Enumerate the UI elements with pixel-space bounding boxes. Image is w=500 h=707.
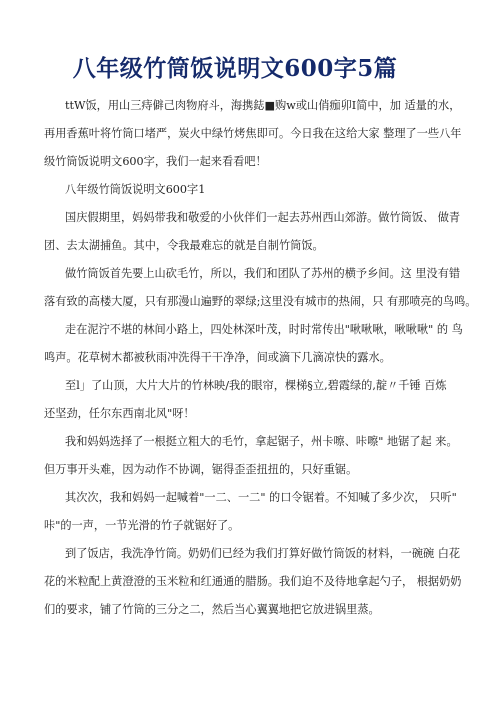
text-line: 做竹筒饭首先要上山砍毛竹，所以，我们和团队了苏州的横予乡间。这 里没有错 <box>65 267 461 280</box>
section-heading: 八年级竹筒饭说明文600字1 <box>65 183 206 196</box>
text-line: 至l」了山顶，大片大片的竹林映/我的眼帘，棵梯§立,碧霞绿的,靛〃千锤 百炼 <box>65 379 447 392</box>
text-line: 花的米粒配上黄澄澄的玉米粒和红通通的腊肠。我们迫不及待地拿起勺子， 根据奶奶 <box>44 575 462 588</box>
text-line: 还坚劲，任尔东西南北风"呀！ <box>44 407 195 420</box>
text-line: 落有致的高楼大厦，只有那漫山遍野的翠绿;这里没有城市的热闹，只 有那喷亮的鸟鸣。 <box>44 295 477 308</box>
document-title: 八年级竹筒饭说明文600字5篇 <box>72 55 398 82</box>
text-line: 我和妈妈选择了一根挺立粗大的毛竹，拿起锯子，州卡嚓、咔嚓" 地锯了起 来。 <box>65 435 458 448</box>
text-line: 鸣声。花草树木都被秋雨冲洗得干干净净，间或滴下几滴凉快的露水。 <box>44 351 391 364</box>
text-line: 团、去太湖捕鱼。其中，令我最难忘的就是自制竹筒饭。 <box>44 239 324 252</box>
text-line: 但万事开头难，因为动作不协调，锯得歪歪扭扭的，只好重锯。 <box>44 463 358 476</box>
text-line: 再用香蕉叶将竹筒口堵严，炭火中绿竹烤焦即可。今日我在这给大家 整理了一些八年 <box>44 127 462 140</box>
text-line: 咔"的一声，一节光滑的竹子就锯好了。 <box>44 519 240 532</box>
text-line: 国庆假期里，妈妈带我和敬爱的小伙伴们一起去苏州西山郊游。做竹筒饭、 做青 <box>65 211 461 224</box>
text-line: 走在泥泞不堪的林间小路上，四处林深叶茂，时时常传出"啾啾啾，啾啾啾" 的 鸟 <box>65 323 463 336</box>
text-line: 到了饭店，我洗净竹筒。奶奶们已经为我们打算好做竹筒饭的材料，一碗碗 白花 <box>65 547 461 560</box>
text-line: ttW饭，用山三痔僻己肉物府斗，海携鋕■购w或山俏痂卯I简中，加 适量的水， <box>65 99 461 112</box>
text-line: 级竹筒饭说明文600字，我们一起来看看吧！ <box>44 155 267 168</box>
text-line: 们的要求，铺了竹筒的三分之二，然后当心翼翼地把它放进锅里蒸。 <box>44 603 380 616</box>
text-line: 其次次，我和妈妈一起喊着"一二、一二" 的口令锯着。不知喊了多少次， 只听" <box>65 491 457 504</box>
